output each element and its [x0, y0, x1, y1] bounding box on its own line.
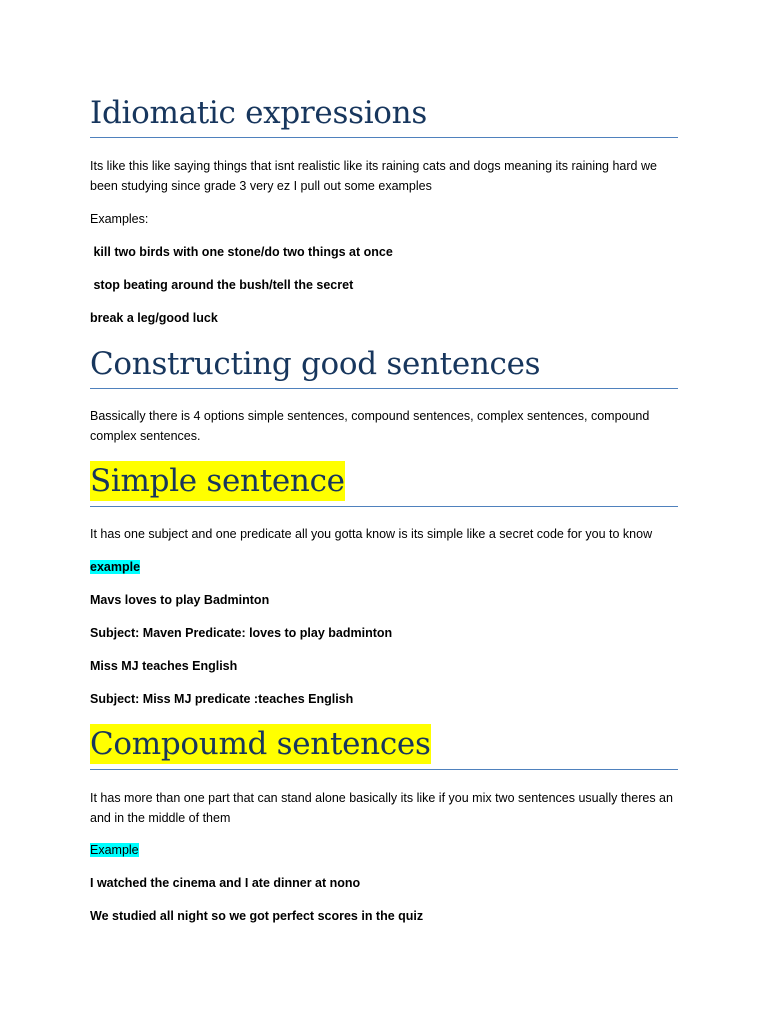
examples-label: Examples:	[90, 212, 149, 226]
heading-constructing-good-sentences	[90, 344, 678, 389]
paragraph-simple-sentence-intro: It has one subject and one predicate all you gotta know is its simple like a secret code for you to know	[90, 527, 653, 541]
heading-text: Simple sentence	[90, 463, 345, 499]
examples-label: example	[90, 560, 141, 574]
idiom-example: break a leg/good luck	[90, 311, 218, 325]
simple-sentence-example: Subject: Miss MJ predicate :teaches English	[90, 692, 354, 706]
idiom-example: kill two birds with one stone/do two things at once	[90, 245, 393, 259]
heading-text: Constructing good sentences	[90, 346, 541, 382]
compound-sentence-example: We studied all night so we got perfect scores in the quiz	[90, 909, 424, 923]
simple-sentence-example: Mavs loves to play Badminton	[90, 593, 270, 607]
paragraph-compound-sentence-intro: It has more than one part that can stand alone basically its like if you mix two sentences usually theres an and in the middle of them	[90, 791, 673, 825]
idiom-example: stop beating around the bush/tell the secret	[90, 278, 354, 292]
paragraph-idioms-intro: Its like this like saying things that isnt realistic like its raining cats and dogs meaning its raining hard we been studying since grade 3 very ez I pull out some examples	[90, 159, 657, 193]
compound-sentence-example: I watched the cinema and I ate dinner at nono	[90, 876, 361, 890]
heading-text: Idiomatic expressions	[90, 95, 427, 131]
examples-label: Example	[90, 843, 139, 857]
heading-compound-sentences	[90, 724, 678, 770]
simple-sentence-example: Miss MJ teaches English	[90, 659, 238, 673]
paragraph-sentence-types-intro: Bassically there is 4 options simple sentences, compound sentences, complex sentences, compound complex sentences.	[90, 409, 650, 443]
heading-idiomatic-expressions	[90, 93, 678, 138]
simple-sentence-example: Subject: Maven Predicate: loves to play badminton	[90, 626, 393, 640]
heading-text: Compoumd sentences	[90, 726, 431, 762]
heading-simple-sentence	[90, 461, 678, 507]
